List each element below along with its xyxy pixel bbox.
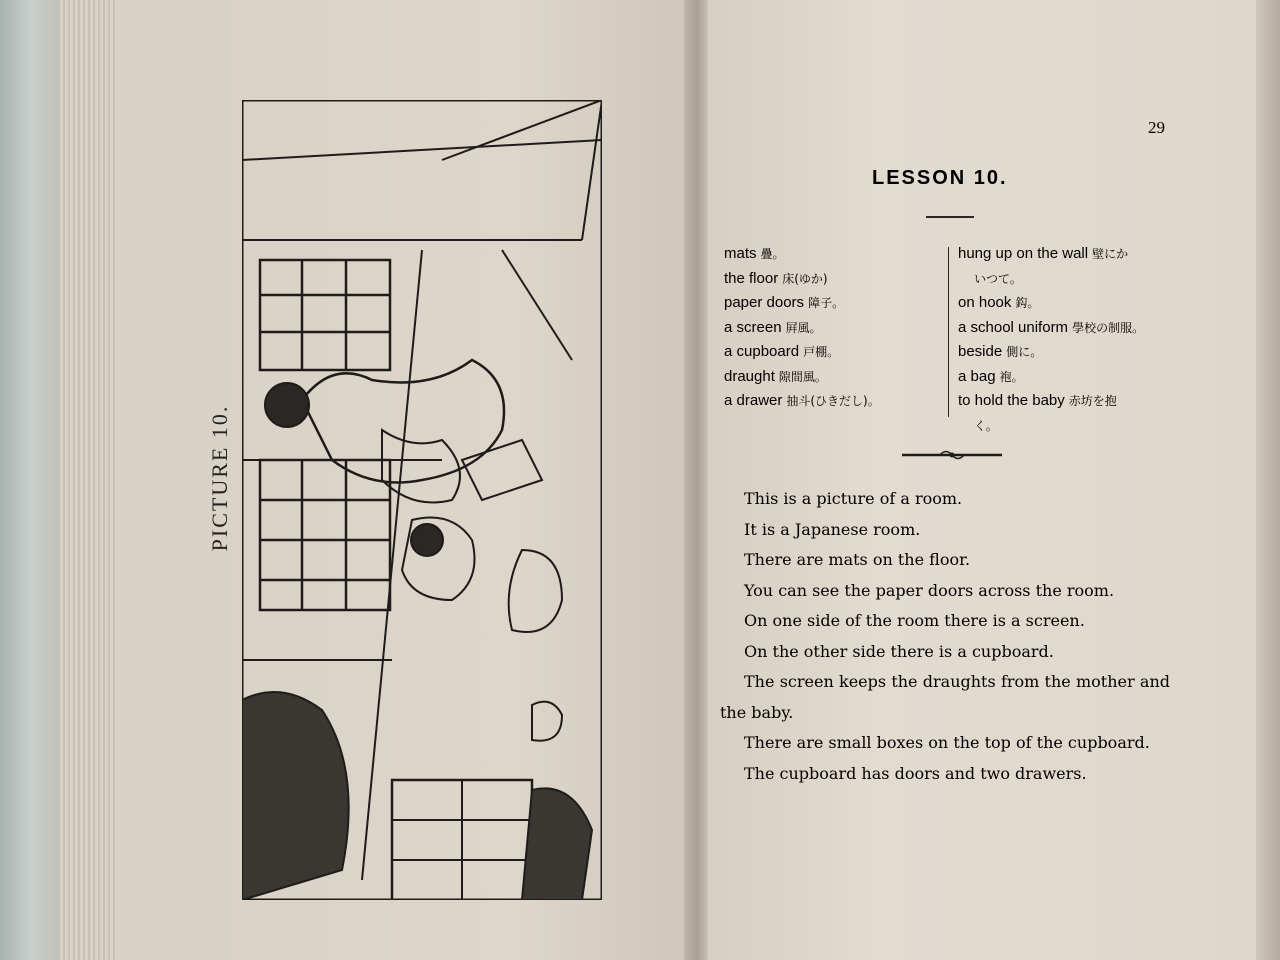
title-rule <box>926 216 974 218</box>
vocab-item: on hook 鈎。 <box>958 294 1040 311</box>
woodblock-illustration <box>242 100 602 900</box>
vocabulary-column-divider <box>948 247 949 417</box>
reading-sentence: This is a picture of a room. <box>744 489 963 508</box>
reading-sentence: It is a Japanese room. <box>744 519 921 539</box>
reading-sentence: You can see the paper doors across the room. <box>744 580 1115 600</box>
reading-sentence: The cupboard has doors and two drawers. <box>744 763 1087 783</box>
vocab-item: a school uniform 學校の制服。 <box>958 318 1145 336</box>
right-page <box>708 0 1272 960</box>
reading-sentence: On the other side there is a cupboard. <box>744 641 1054 661</box>
reading-sentence: On one side of the room there is a screen. <box>744 611 1085 630</box>
reading-sentence: The screen keeps the draughts from the mother and the baby. <box>720 672 1170 722</box>
vocab-item-continuation: く。 <box>974 418 998 433</box>
reading-passage <box>720 484 1170 789</box>
vocab-item: draught 隙間風。 <box>724 367 827 385</box>
vocab-item: beside 側に。 <box>958 343 1043 360</box>
vocab-item: hung up on the wall 壁にか <box>958 245 1129 262</box>
reading-sentence: There are small boxes on the top of the cupboard. <box>744 733 1150 752</box>
book-page-edges <box>60 0 120 960</box>
vocab-item: a cupboard 戸棚。 <box>724 343 840 360</box>
vocab-item-continuation: いつて。 <box>974 271 1022 286</box>
picture-label <box>200 380 240 580</box>
ornament-divider <box>900 448 1004 462</box>
vocabulary-list-right <box>958 242 1174 438</box>
vocab-item: mats 疊。 <box>724 245 785 262</box>
vocab-item: a screen 屛風。 <box>724 318 822 336</box>
vocab-item: paper doors 障子。 <box>724 294 845 311</box>
reading-sentence: There are mats on the floor. <box>744 550 971 569</box>
vocabulary-list-left <box>724 242 944 414</box>
book-gutter <box>684 0 710 960</box>
vocab-item: the floor 床(ゆか) <box>724 269 828 287</box>
picture-label-text: PICTURE 10. <box>207 404 232 552</box>
page-number: 29 <box>1148 118 1165 137</box>
lesson-title: LESSON 10. <box>872 167 1008 189</box>
vocab-item: a bag 袍。 <box>958 367 1024 385</box>
vocab-item: to hold the baby 赤坊を抱 <box>958 392 1117 409</box>
right-page-edge <box>1256 0 1280 960</box>
vocab-item: a drawer 抽斗(ひきだし)。 <box>724 392 880 409</box>
